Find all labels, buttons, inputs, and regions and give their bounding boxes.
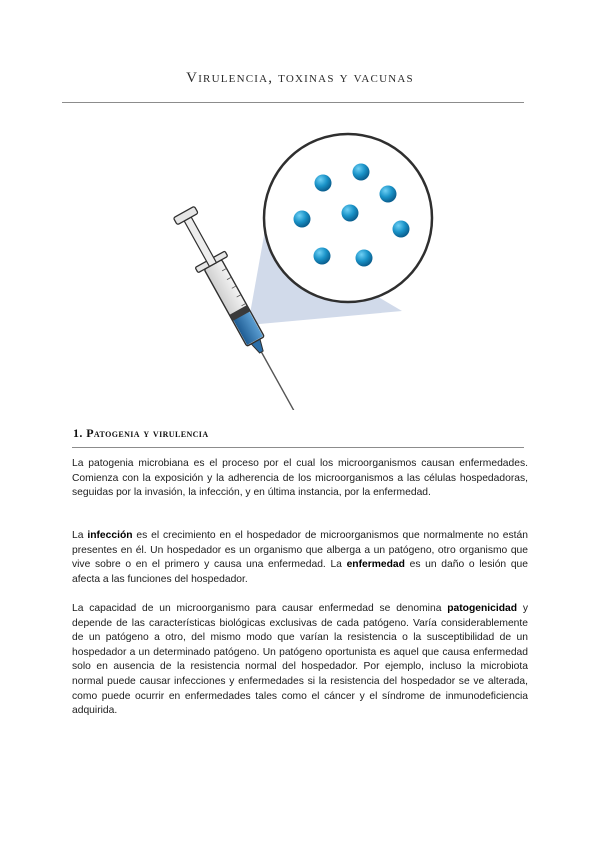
section-heading: 1. Patogenia y virulencia: [73, 426, 209, 440]
title-divider: [62, 102, 524, 103]
syringe-with-magnified-microbes-icon: [150, 125, 450, 410]
paragraph-infeccion: La infección es el crecimiento en el hospedador de microorganismos que normalmente no están presentes en él. Un hospedador es un organismo que alberga a un patógeno, otro organismo que vive sobre o en el primero y causa una enfermedad. La enfermedad es un daño o lesión que afecta a las funciones del hospedador.: [72, 530, 529, 585]
microbe: [315, 175, 332, 192]
plunger-rod: [184, 217, 216, 266]
page-title: Virulencia, toxinas y vacunas: [186, 70, 414, 86]
microbe: [294, 211, 311, 228]
section-divider: [72, 447, 524, 448]
syringe-needle: [261, 352, 301, 410]
term-enfermedad: enfermedad: [346, 559, 405, 571]
microbe: [353, 164, 370, 181]
microbe: [393, 221, 410, 238]
microbe: [380, 186, 397, 203]
microbe: [314, 248, 331, 265]
paragraph-patogenia: La patogenia microbiana es el proceso por el cual los microorganismos causan enfermedades. Comienza con la exposición y la adherencia de los microorganismos a las células hospedadoras, seguidas por la invasión, la infección, y en última instancia, por la enfermedad.: [72, 458, 528, 499]
term-infeccion: infección: [87, 530, 133, 541]
microbe: [342, 205, 359, 222]
term-patogenicidad: patogenicidad: [447, 603, 518, 614]
microbe: [356, 250, 373, 267]
paragraph-patogenicidad: La capacidad de un microorganismo para causar enfermedad se denomina patogenicidad y depende de las características biológicas exclusivas de cada patógeno. Varía considerablemente de un patógeno a otro, del mismo modo que varían la resistencia o la susceptibilidad de un hospedador a un determinado patógeno. Un patógeno oportunista es aquel que causa enfermedad solo en ausencia de la resistencia normal del hospedador. Por ejemplo, incluso la microbiota normal puede causar infecciones y enfermedades si la resistencia del hospedador se ve alterada, como puede ocurrir en enfermedades tales como el cáncer y el síndrome de inmunodeficiencia adquirida.: [72, 603, 528, 717]
